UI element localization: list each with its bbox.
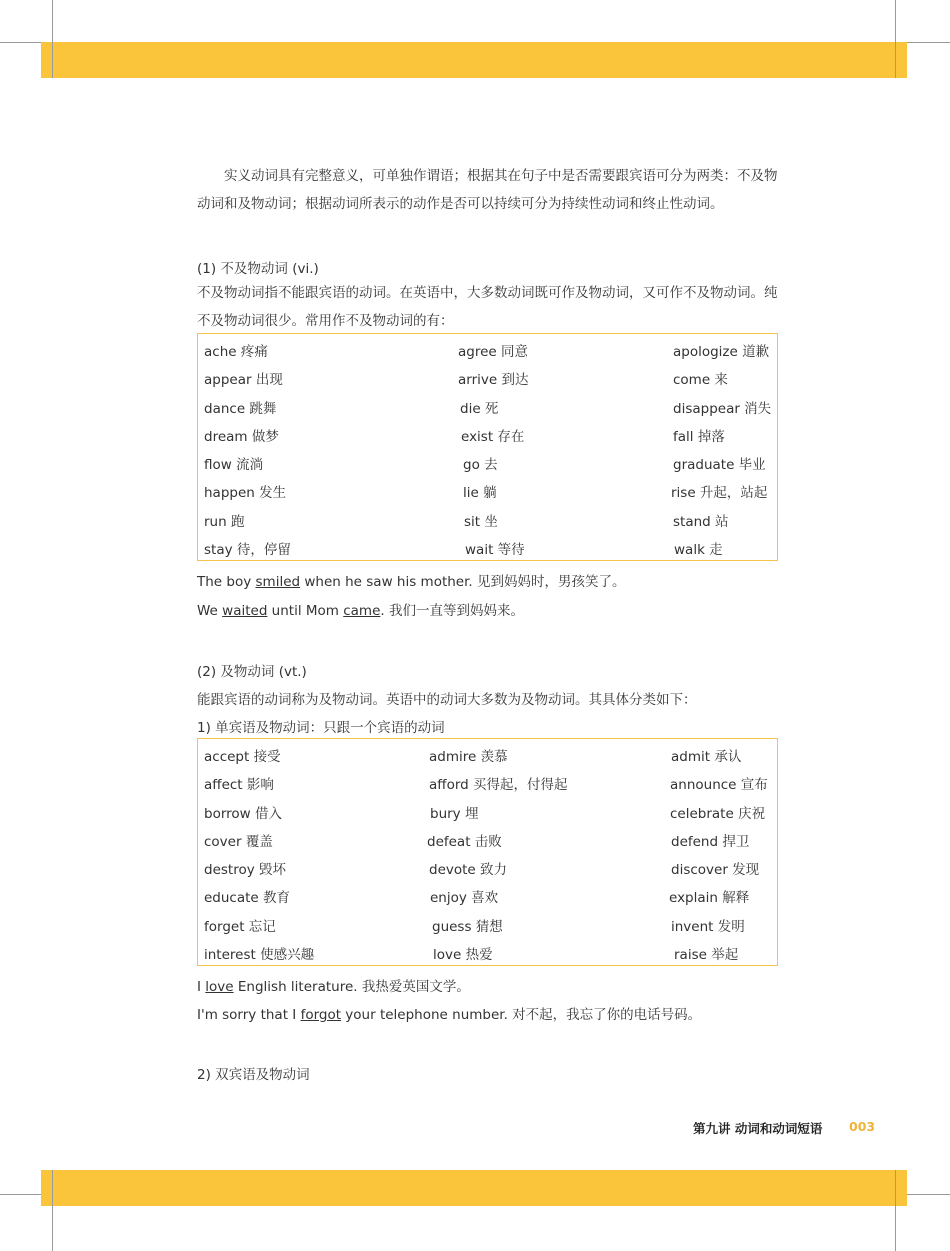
crop-mark [52, 1170, 53, 1251]
verb-entry: come 来 [673, 372, 728, 389]
verb-row [198, 419, 777, 447]
verb-entry: celebrate 庆祝 [670, 805, 766, 822]
sentence-text: your telephone number. 对不起，我忘了你的电话号码。 [341, 1007, 702, 1023]
verb-entry: arrive 到达 [458, 372, 529, 389]
verb-entry: sit 坐 [464, 513, 498, 530]
verb-entry: guess 猜想 [432, 918, 503, 935]
section1-description: 不及物动词指不能跟宾语的动词。在英语中，大多数动词既可作及物动词，又可作不及物动词。纯不及物动词很少。常用作不及物动词的有： [197, 285, 778, 329]
example-sentence [197, 599, 524, 619]
sentence-text: I'm sorry that I [197, 1007, 301, 1023]
footer-band [41, 1170, 907, 1206]
verb-entry: cover 覆盖 [204, 833, 273, 850]
verb-entry: defeat 击败 [427, 833, 502, 850]
underlined-verb: came [343, 603, 381, 619]
verb-row [198, 937, 777, 965]
underlined-verb: waited [222, 603, 268, 619]
underlined-verb: love [205, 979, 234, 995]
verb-entry: borrow 借入 [204, 805, 282, 822]
verb-entry: stay 待，停留 [204, 542, 291, 559]
verb-entry: rise 升起，站起 [671, 485, 768, 502]
verb-row [198, 767, 777, 795]
verb-entry: raise 举起 [674, 947, 739, 964]
verb-entry: educate 教育 [204, 890, 291, 907]
verb-entry: walk 走 [674, 542, 723, 559]
section2-subheading-2: 2) 双宾语及物动词 [197, 1067, 310, 1083]
section2-subheading-1: 1) 单宾语及物动词：只跟一个宾语的动词 [197, 720, 445, 736]
verb-entry: devote 致力 [429, 862, 508, 879]
crop-mark [52, 0, 53, 78]
verb-entry: admit 承认 [671, 749, 742, 765]
verb-row [198, 909, 777, 937]
crop-mark [895, 0, 896, 78]
verb-row [198, 447, 777, 475]
verb-entry: bury 埋 [430, 805, 479, 822]
page-number: 003 [849, 1119, 876, 1134]
header-band [41, 42, 907, 78]
intransitive-verb-box [197, 333, 778, 561]
verb-entry: destroy 毁坏 [204, 862, 286, 879]
verb-entry: affect 影响 [204, 777, 274, 794]
verb-entry: disappear 消失 [673, 400, 772, 417]
verb-entry: dream 做梦 [204, 428, 279, 445]
verb-entry: announce 宣布 [670, 777, 768, 794]
verb-entry: stand 站 [673, 513, 729, 530]
verb-entry: defend 捍卫 [671, 833, 750, 850]
crop-mark [907, 42, 950, 43]
verb-entry: accept 接受 [204, 749, 281, 765]
crop-mark [0, 1194, 41, 1195]
verb-entry: admire 羡慕 [429, 749, 508, 765]
verb-row [198, 824, 777, 852]
example-sentence [197, 570, 626, 590]
verb-entry: ache 疼痛 [204, 344, 268, 360]
verb-row [198, 334, 777, 362]
verb-row [198, 739, 777, 767]
sentence-text: until Mom [267, 603, 344, 619]
verb-entry: run 跑 [204, 513, 245, 530]
example-sentence [197, 1003, 701, 1023]
verb-entry: flow 流淌 [204, 457, 264, 474]
crop-mark [0, 42, 41, 43]
intro-paragraph: 实义动词具有完整意义，可单独作谓语；根据其在句子中是否需要跟宾语可分为两类：不及物动词和及物动词；根据动词所表示的动作是否可以持续可分为持续性动词和终止性动词。 [197, 168, 778, 212]
verb-entry: die 死 [460, 400, 499, 417]
sentence-text: . 我们一直等到妈妈来。 [380, 603, 524, 619]
section2-heading: (2) 及物动词 (vt.) [197, 664, 307, 680]
verb-row [198, 852, 777, 880]
sentence-text: The boy [197, 574, 256, 590]
verb-entry: fall 掉落 [673, 428, 725, 445]
verb-row [198, 880, 777, 908]
chapter-title: 第九讲 动词和动词短语 [693, 1121, 823, 1136]
crop-mark [895, 1170, 896, 1251]
verb-row [198, 796, 777, 824]
verb-entry: exist 存在 [461, 428, 525, 445]
underlined-verb: forgot [300, 1007, 342, 1023]
verb-row [198, 504, 777, 532]
section1-heading: (1) 不及物动词 (vi.) [197, 261, 319, 277]
verb-row [198, 532, 777, 560]
verb-entry: dance 跳舞 [204, 400, 277, 417]
verb-entry: love 热爱 [433, 947, 493, 964]
sentence-text: when he saw his mother. 见到妈妈时，男孩笑了。 [300, 574, 626, 590]
verb-entry: enjoy 喜欢 [430, 890, 499, 907]
underlined-verb: smiled [255, 574, 301, 590]
verb-entry: interest 使感兴趣 [204, 947, 315, 964]
sentence-text: English literature. 我热爱英国文学。 [233, 979, 470, 995]
crop-mark [907, 1194, 950, 1195]
verb-entry: apologize 道歉 [673, 344, 770, 360]
verb-entry: forget 忘记 [204, 918, 276, 935]
verb-row [198, 362, 777, 390]
sentence-text: We [197, 603, 223, 619]
verb-entry: wait 等待 [465, 542, 525, 559]
transitive-verb-box [197, 738, 778, 966]
verb-entry: agree 同意 [458, 344, 528, 360]
verb-entry: graduate 毕业 [673, 457, 766, 474]
verb-entry: invent 发明 [671, 918, 745, 935]
example-sentence [197, 975, 470, 995]
sentence-text: I [197, 979, 206, 995]
verb-entry: happen 发生 [204, 485, 287, 502]
verb-row [198, 475, 777, 503]
verb-entry: lie 躺 [463, 485, 497, 502]
verb-entry: explain 解释 [669, 890, 750, 907]
verb-entry: afford 买得起，付得起 [429, 777, 568, 794]
section2-description: 能跟宾语的动词称为及物动词。英语中的动词大多数为及物动词。其具体分类如下： [197, 692, 697, 708]
verb-entry: go 去 [463, 457, 498, 474]
verb-entry: discover 发现 [671, 862, 760, 879]
verb-entry: appear 出现 [204, 372, 283, 389]
verb-row [198, 391, 777, 419]
